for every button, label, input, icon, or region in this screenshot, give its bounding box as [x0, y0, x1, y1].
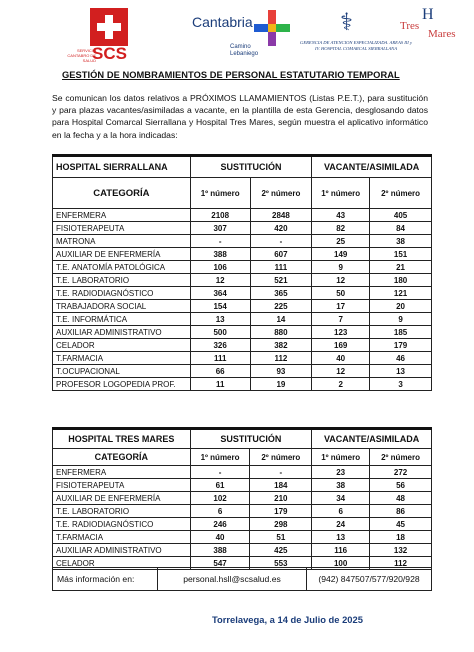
vacante-header: VACANTE/ASIMILADA	[312, 156, 432, 178]
number-cell: 13	[312, 531, 370, 544]
number-cell: -	[190, 466, 250, 479]
table-row	[53, 209, 432, 222]
number-cell: 179	[250, 505, 312, 518]
numero2-header: 2º número	[370, 449, 432, 466]
email-link[interactable]: personal.hsll@scsalud.es	[158, 568, 307, 591]
number-cell: 169	[312, 339, 370, 352]
number-cell: 50	[312, 287, 370, 300]
table-row	[53, 339, 432, 352]
intro-paragraph: Se comunican los datos relativos a PRÓXIMOS LLAMAMIENTOS (Listas P.E.T.), para sustitución y para plazas vacantes/asimiladas a vacante, en la plantilla de esta Gerencia, desglosando datos para Hospital Comarcal Sierrallana y Hospital Tres Mares, según muestra el aplicativo informático en la fecha y a la hora indicadas:	[52, 93, 428, 140]
number-cell: 420	[250, 222, 312, 235]
category-cell: AUXILIAR ADMINISTRATIVO	[53, 326, 191, 339]
number-cell: 34	[312, 492, 370, 505]
document-title: GESTIÓN DE NOMBRAMIENTOS DE PERSONAL ESTATUTARIO TEMPORAL	[62, 70, 400, 80]
number-cell: 272	[370, 466, 432, 479]
numero2-header: 2º número	[250, 178, 312, 209]
number-cell: 388	[190, 544, 250, 557]
number-cell: 106	[190, 261, 250, 274]
number-cell: 112	[250, 352, 312, 365]
number-cell: 307	[190, 222, 250, 235]
number-cell: 185	[370, 326, 432, 339]
number-cell: 18	[370, 531, 432, 544]
number-cell: 365	[250, 287, 312, 300]
number-cell: 123	[312, 326, 370, 339]
number-cell: 154	[190, 300, 250, 313]
categoria-header: CATEGORÍA	[53, 449, 191, 466]
numero2-header: 2º número	[250, 449, 312, 466]
number-cell: 102	[190, 492, 250, 505]
vacante-header: VACANTE/ASIMILADA	[312, 429, 432, 449]
number-cell: 7	[312, 313, 370, 326]
number-cell: 2108	[190, 209, 250, 222]
number-cell: -	[250, 466, 312, 479]
number-cell: 11	[190, 378, 250, 391]
category-cell: T.OCUPACIONAL	[53, 365, 191, 378]
table-row	[53, 505, 432, 518]
table-row	[53, 466, 432, 479]
table-row	[53, 300, 432, 313]
category-cell: AUXILIAR ADMINISTRATIVO	[53, 544, 191, 557]
category-cell: CELADOR	[53, 557, 191, 570]
cantabria-logo-subtitle: Camino Lebaniego	[230, 44, 259, 57]
number-cell: 46	[370, 352, 432, 365]
category-cell: T.E. ANATOMÍA PATOLÓGICA	[53, 261, 191, 274]
table-row	[53, 531, 432, 544]
category-cell: PROFESOR LOGOPEDIA PROF.	[53, 378, 191, 391]
table-row	[53, 248, 432, 261]
number-cell: 84	[370, 222, 432, 235]
number-cell: 61	[190, 479, 250, 492]
number-cell: 25	[312, 235, 370, 248]
number-cell: 21	[370, 261, 432, 274]
category-cell: T.E. INFORMÁTICA	[53, 313, 191, 326]
category-cell: ENFERMERA	[53, 466, 191, 479]
number-cell: 6	[190, 505, 250, 518]
category-cell: T.E. RADIODIAGNÓSTICO	[53, 518, 191, 531]
gerencia-logo	[300, 8, 410, 64]
tres-mares-logo-mares: Mares	[428, 28, 456, 40]
number-cell: 43	[312, 209, 370, 222]
number-cell: 20	[370, 300, 432, 313]
sustitucion-header: SUSTITUCIÓN	[190, 429, 312, 449]
number-cell: 13	[370, 365, 432, 378]
number-cell: 179	[370, 339, 432, 352]
number-cell: 56	[370, 479, 432, 492]
number-cell: 132	[370, 544, 432, 557]
tres-mares-logo	[400, 6, 470, 46]
number-cell: 14	[250, 313, 312, 326]
numero1-header: 1º número	[190, 178, 250, 209]
table-row	[53, 313, 432, 326]
number-cell: 388	[190, 248, 250, 261]
number-cell: 326	[190, 339, 250, 352]
categoria-header: CATEGORÍA	[53, 178, 191, 209]
number-cell: 38	[370, 235, 432, 248]
number-cell: 2848	[250, 209, 312, 222]
number-cell: 521	[250, 274, 312, 287]
table-row	[53, 492, 432, 505]
number-cell: 12	[312, 365, 370, 378]
number-cell: 6	[312, 505, 370, 518]
number-cell: 116	[312, 544, 370, 557]
category-cell: T.E. LABORATORIO	[53, 505, 191, 518]
number-cell: 225	[250, 300, 312, 313]
phone-numbers: (942) 847507/577/920/928	[307, 568, 432, 591]
number-cell: 12	[190, 274, 250, 287]
h-letter-icon: H	[422, 6, 434, 23]
scs-logo	[62, 8, 132, 63]
number-cell: -	[190, 235, 250, 248]
number-cell: 298	[250, 518, 312, 531]
number-cell: 82	[312, 222, 370, 235]
more-info-label: Más información en:	[53, 568, 158, 591]
table-row	[53, 235, 432, 248]
number-cell: 111	[250, 261, 312, 274]
table-row	[53, 378, 432, 391]
number-cell: 24	[312, 518, 370, 531]
tres-mares-title: HOSPITAL TRES MARES	[53, 429, 191, 449]
date-footer: Torrelavega, a 14 de Julio de 2025	[212, 614, 363, 625]
multicolor-cross-icon	[254, 10, 290, 46]
table-row	[53, 544, 432, 557]
category-cell: FISIOTERAPEUTA	[53, 222, 191, 235]
category-cell: TRABAJADORA SOCIAL	[53, 300, 191, 313]
numero1-header: 1º número	[312, 178, 370, 209]
number-cell: 246	[190, 518, 250, 531]
number-cell: 13	[190, 313, 250, 326]
number-cell: 364	[190, 287, 250, 300]
numero2-header: 2º número	[370, 178, 432, 209]
red-cross-icon	[90, 8, 128, 46]
category-cell: T.E. RADIODIAGNÓSTICO	[53, 287, 191, 300]
header-logos	[0, 0, 474, 70]
number-cell: 880	[250, 326, 312, 339]
number-cell: 405	[370, 209, 432, 222]
number-cell: 100	[312, 557, 370, 570]
number-cell: 86	[370, 505, 432, 518]
table-row	[53, 479, 432, 492]
scs-logo-small-text: SERVICIO CANTABRO DE SALUD	[67, 48, 96, 63]
table-row	[53, 365, 432, 378]
number-cell: 17	[312, 300, 370, 313]
numero1-header: 1º número	[312, 449, 370, 466]
category-cell: MATRONA	[53, 235, 191, 248]
table-row	[53, 518, 432, 531]
number-cell: 19	[250, 378, 312, 391]
number-cell: 111	[190, 352, 250, 365]
category-cell: CELADOR	[53, 339, 191, 352]
category-cell: ENFERMERA	[53, 209, 191, 222]
sierrallana-table	[52, 154, 432, 391]
number-cell: 2	[312, 378, 370, 391]
table-row	[53, 274, 432, 287]
cantabria-logo	[192, 8, 292, 68]
table-row	[53, 222, 432, 235]
numero1-header: 1º número	[190, 449, 250, 466]
category-cell: T.E. LABORATORIO	[53, 274, 191, 287]
number-cell: -	[250, 235, 312, 248]
number-cell: 9	[370, 313, 432, 326]
category-cell: FISIOTERAPEUTA	[53, 479, 191, 492]
number-cell: 180	[370, 274, 432, 287]
table-row	[53, 352, 432, 365]
category-cell: T.FARMACIA	[53, 352, 191, 365]
gerencia-logo-text: GERENCIA DE ATENCION ESPECIALIZADA. AREAS III y IV. HOSPITAL COMARCAL SIERRALLANA	[300, 40, 412, 51]
number-cell: 23	[312, 466, 370, 479]
number-cell: 121	[370, 287, 432, 300]
number-cell: 12	[312, 274, 370, 287]
table-row	[53, 261, 432, 274]
category-cell: T.FARMACIA	[53, 531, 191, 544]
number-cell: 38	[312, 479, 370, 492]
number-cell: 149	[312, 248, 370, 261]
figure-icon: ⚕	[340, 8, 353, 36]
tres-mares-table	[52, 427, 432, 570]
table-row	[53, 326, 432, 339]
number-cell: 112	[370, 557, 432, 570]
number-cell: 45	[370, 518, 432, 531]
number-cell: 210	[250, 492, 312, 505]
number-cell: 93	[250, 365, 312, 378]
sustitucion-header: SUSTITUCIÓN	[190, 156, 311, 178]
number-cell: 382	[250, 339, 312, 352]
number-cell: 184	[250, 479, 312, 492]
number-cell: 425	[250, 544, 312, 557]
number-cell: 151	[370, 248, 432, 261]
cantabria-logo-title: Cantabria	[192, 14, 253, 30]
number-cell: 40	[190, 531, 250, 544]
number-cell: 547	[190, 557, 250, 570]
scs-logo-text: SCS	[92, 44, 127, 63]
category-cell: AUXILIAR DE ENFERMERÍA	[53, 492, 191, 505]
tres-mares-logo-tres: Tres	[400, 20, 420, 32]
category-cell: AUXILIAR DE ENFERMERÍA	[53, 248, 191, 261]
number-cell: 40	[312, 352, 370, 365]
number-cell: 607	[250, 248, 312, 261]
number-cell: 9	[312, 261, 370, 274]
number-cell: 51	[250, 531, 312, 544]
sierrallana-title: HOSPITAL SIERRALLANA	[53, 156, 191, 178]
number-cell: 48	[370, 492, 432, 505]
table-row	[53, 287, 432, 300]
contact-info-bar	[52, 567, 432, 591]
number-cell: 3	[370, 378, 432, 391]
number-cell: 500	[190, 326, 250, 339]
number-cell: 553	[250, 557, 312, 570]
number-cell: 66	[190, 365, 250, 378]
